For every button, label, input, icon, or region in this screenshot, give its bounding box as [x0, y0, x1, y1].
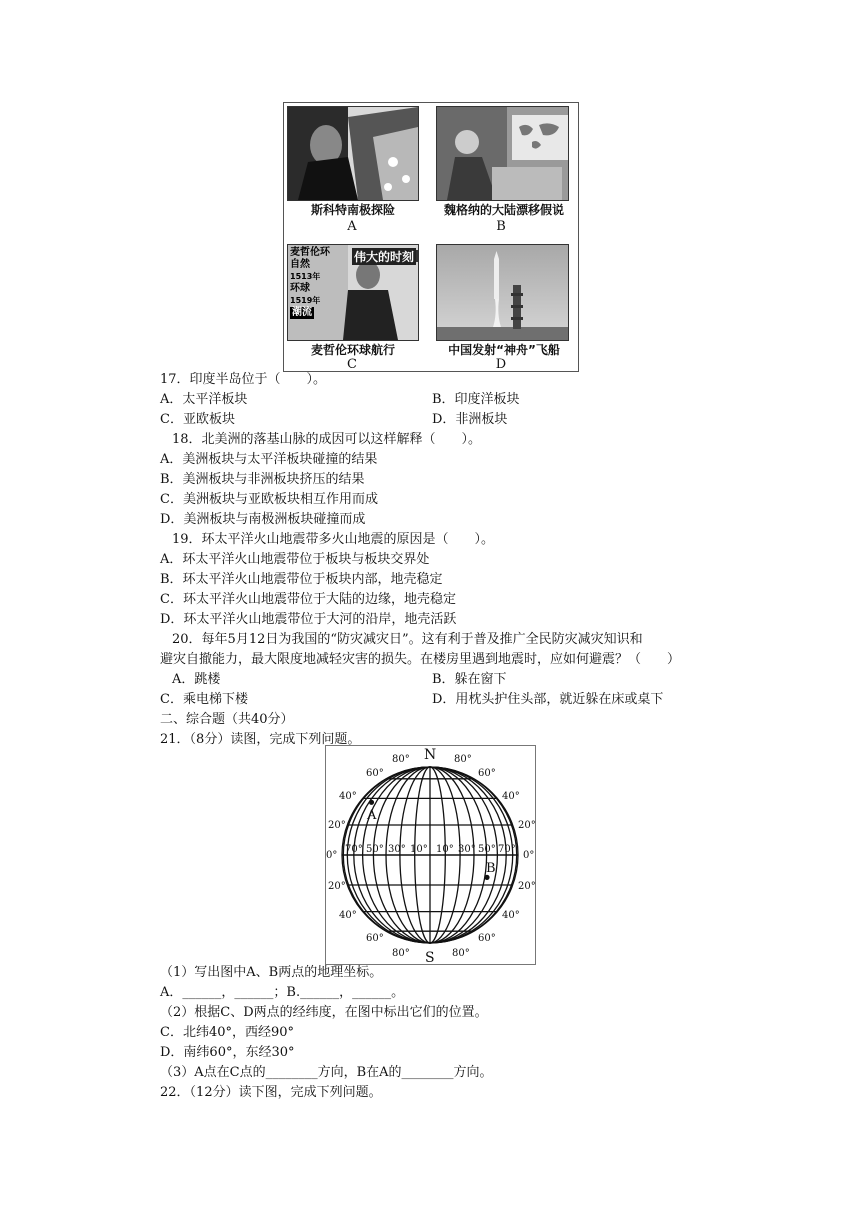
- point-b-label: B: [486, 861, 496, 876]
- scott-illustration: [288, 107, 418, 200]
- right-label-60n: 60°: [478, 768, 496, 779]
- globe-graticule: [326, 746, 535, 964]
- q21-part1: （1）写出图中A、B两点的地理坐标。: [160, 965, 383, 980]
- caption-a: 斯科特南极探险: [310, 203, 395, 217]
- shenzhou-photo: [436, 244, 569, 341]
- caption-c: 麦哲伦环球航行: [310, 343, 395, 357]
- equator-label-50w: 50°: [366, 844, 384, 855]
- right-label-40n: 40°: [502, 791, 520, 802]
- right-label-40s: 40°: [502, 910, 520, 921]
- right-label-20s: 20°: [518, 881, 535, 892]
- letter-b: B: [496, 219, 506, 234]
- letter-c: C: [347, 357, 357, 372]
- q18-option-c: C．美洲板块与亚欧板块相互作用而成: [160, 492, 378, 507]
- q21-stem: 21．（8分）读图，完成下列问题。: [160, 732, 361, 747]
- q18-stem: 18．北美洲的落基山脉的成因可以这样解释（ ）。: [172, 432, 482, 447]
- q19-option-d: D．环太平洋火山地震带位于大河的沿岸，地壳活跃: [160, 612, 457, 627]
- scott-photo: [287, 106, 419, 201]
- top-label-left: 80°: [392, 754, 410, 765]
- section-2-heading: 二、综合题（共40分）: [160, 712, 294, 727]
- equator-label-30w: 30°: [388, 844, 406, 855]
- wegener-photo: [436, 106, 569, 201]
- q22-stem: 22．（12分）读下图，完成下列问题。: [160, 1085, 382, 1100]
- right-label-20n: 20°: [518, 820, 535, 831]
- poster-text-1: 麦哲伦环: [290, 247, 330, 258]
- equator-label-50e: 50°: [478, 844, 496, 855]
- poster-text-6: 潮流: [292, 307, 312, 318]
- letter-a: A: [347, 219, 357, 234]
- q17-option-a: A．太平洋板块: [160, 392, 248, 407]
- q17-option-d: D．非洲板块: [432, 412, 508, 427]
- equator-label-70e: 70°: [498, 844, 516, 855]
- left-label-20n: 20°: [328, 820, 346, 831]
- equator-label-30e: 30°: [458, 844, 476, 855]
- left-label-60n: 60°: [366, 768, 384, 779]
- poster-text-3: 自然: [290, 259, 310, 270]
- equator-label-70w: 70°: [345, 844, 363, 855]
- caption-b: 魏格纳的大陆漂移假说: [443, 203, 564, 217]
- left-label-0: 0°: [326, 850, 338, 861]
- q20-option-d: D．用枕头护住头部，就近躲在床或桌下: [432, 692, 664, 707]
- top-label-right: 80°: [454, 754, 472, 765]
- left-label-40n: 40°: [339, 791, 357, 802]
- north-label: N: [424, 747, 437, 763]
- q21-part3: （3）A点在C点的________方向，B在A的________方向。: [160, 1065, 493, 1080]
- q19-option-b: B．环太平洋火山地震带位于板块内部，地壳稳定: [160, 572, 443, 587]
- magellan-poster: [287, 244, 419, 341]
- equator-label-10e: 10°: [436, 844, 454, 855]
- equator-label-10w: 10°: [410, 844, 428, 855]
- point-a-marker: [369, 800, 374, 805]
- south-label: S: [425, 950, 435, 964]
- latitude-longitude-globe-figure: [325, 745, 536, 965]
- point-a-label: A: [367, 808, 377, 823]
- poster-text-5: 环球: [290, 283, 310, 294]
- left-label-20s: 20°: [328, 881, 346, 892]
- q21-part2: （2）根据C、D两点的经纬度，在图中标出它们的位置。: [160, 1005, 488, 1020]
- q18-option-a: A．美洲板块与太平洋板块碰撞的结果: [160, 452, 378, 467]
- q20-option-c: C．乘电梯下楼: [160, 692, 248, 707]
- q21-part1-answer-line: A．______，______；B.______，______。: [160, 985, 405, 1000]
- q21-point-d: D．南纬60°，东经30°: [160, 1045, 295, 1060]
- poster-text-4: 1513年: [290, 272, 321, 281]
- q17-option-c: C．亚欧板块: [160, 412, 235, 427]
- bottom-label-right: 80°: [452, 948, 470, 959]
- right-label-0: 0°: [523, 850, 535, 861]
- q19-option-a: A．环太平洋火山地震带位于板块与板块交界处: [160, 552, 430, 567]
- poster-text-7: 1519年: [290, 296, 321, 305]
- q20-option-a: A．跳楼: [172, 672, 221, 687]
- letter-d: D: [495, 357, 507, 372]
- left-label-40s: 40°: [339, 910, 357, 921]
- bottom-label-left: 80°: [392, 948, 410, 959]
- q18-option-d: D．美洲板块与南极洲板块碰撞而成: [160, 512, 366, 527]
- q18-option-b: B．美洲板块与非洲板块挤压的结果: [160, 472, 365, 487]
- q20-stem-line2: 避灾自撤能力，最大限度地减轻灾害的损失。在楼房里遇到地震时，应如何避震？（ ）: [160, 652, 681, 667]
- left-label-60s: 60°: [366, 933, 384, 944]
- history-figure-panel: [283, 102, 579, 372]
- q17-option-b: B．印度洋板块: [432, 392, 520, 407]
- q20-option-b: B．躲在窗下: [432, 672, 507, 687]
- caption-d: 中国发射“神舟”飞船: [448, 343, 560, 357]
- q20-stem-line1: 20．每年5月12日为我国的“防灾减灾日”。这有利于普及推广全民防灾减灾知识和: [172, 632, 643, 647]
- right-label-60s: 60°: [478, 933, 496, 944]
- q21-point-c: C．北纬40°，西经90°: [160, 1025, 295, 1040]
- q19-stem: 19．环太平洋火山地震带多火山地震的原因是（ ）。: [172, 532, 495, 547]
- q19-option-c: C．环太平洋火山地震带位于大陆的边缘，地壳稳定: [160, 592, 456, 607]
- q17-stem: 17．印度半岛位于（ ）。: [160, 372, 327, 387]
- rocket-launch-illustration: [437, 245, 568, 340]
- poster-text-2: 伟大的时刻: [354, 250, 415, 264]
- wegener-illustration: [437, 107, 568, 200]
